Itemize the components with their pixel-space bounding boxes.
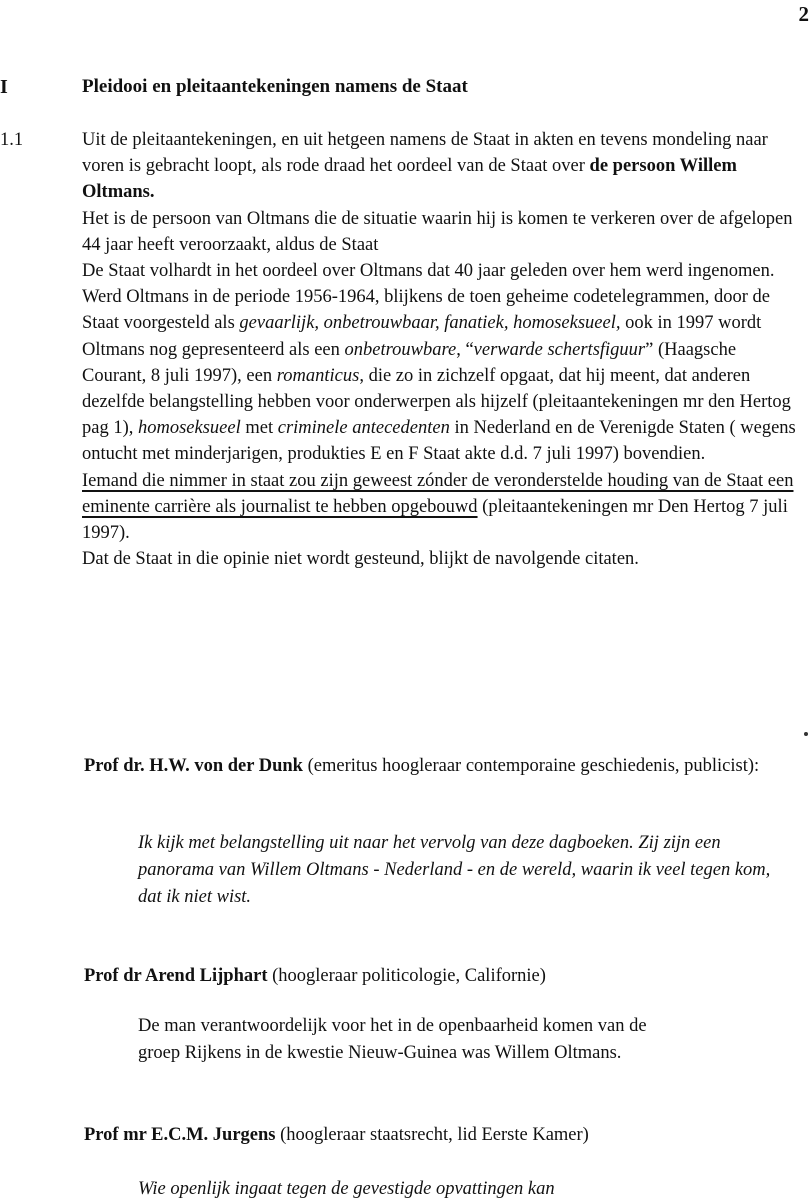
quote-speaker-2 — [84, 963, 804, 989]
body-para-3: De Staat volhardt in het oordeel over Oltmans dat 40 jaar geleden over hem werd ingenomen. — [82, 261, 775, 282]
body-para-6: Dat de Staat in die opinie niet wordt gesteund, blijkt de navolgende citaten. — [82, 549, 639, 570]
page-number: 2 — [798, 2, 809, 26]
text-run: ” (Haagsche Courant, 8 juli 1997), een — [82, 339, 737, 386]
italic-run: onbetrouwbare — [344, 339, 457, 360]
speaker-name: Prof dr Arend Lijphart — [84, 966, 268, 986]
bold-subject: de persoon Willem Oltmans. — [82, 156, 737, 203]
speaker-role: (hoogleraar staatsrecht, lid Eerste Kamer) — [275, 1125, 589, 1145]
paragraph-number: 1.1 — [0, 130, 24, 150]
italic-run: criminele antecedenten — [277, 418, 450, 439]
speaker-role: (emeritus hoogleraar contemporaine geschiedenis, publicist): — [302, 756, 760, 776]
scan-speck — [804, 732, 808, 736]
italic-run: gevaarlijk, onbetrouwbaar, fanatiek, homoseksueel, — [239, 313, 621, 334]
speaker-name: Prof mr E.C.M. Jurgens — [84, 1125, 276, 1145]
underlined-passage: Iemand die nimmer in staat zou zijn geweest zónder de veronderstelde houding van de Staat een eminente carrière als journalist te hebben opgebouwd — [82, 470, 794, 517]
quote-speaker-1 — [84, 753, 804, 779]
speaker-role: (hoogleraar politicologie, Californie) — [267, 966, 546, 986]
text-run: Uit de pleitaantekeningen, en uit hetgeen namens de Staat in akten en tevens mondeling naar voren is gebracht loopt, als rode draad het oordeel van de Staat over — [82, 130, 768, 177]
quote-speaker-3 — [84, 1122, 804, 1148]
italic-run: romanticus — [276, 365, 360, 386]
section-number: I — [0, 76, 8, 98]
quote-text-2: De man verantwoordelijk voor het in de openbaarheid komen van de groep Rijkens in de kwestie Nieuw-Guinea was Willem Oltmans. — [138, 1016, 647, 1063]
body-para-2: Het is de persoon van Oltmans die de situatie waarin hij is komen te verkeren over de afgelopen 44 jaar heeft veroorzaakt, aldus de Staat — [82, 208, 793, 255]
text-run: Werd Oltmans in de periode 1956-1964, blijkens de toen geheime codetelegrammen, door de Staat voorgesteld als — [82, 287, 770, 334]
text-run: in Nederland en de Verenigde Staten ( wegens ontucht met minderjarigen, produkties E en F Staat akte d.d. 7 juli 1997) bovendien. — [82, 418, 796, 465]
text-run: met — [240, 418, 278, 439]
body-para-4 — [82, 284, 804, 467]
text-run: ook in 1997 wordt Oltmans nog gepresenteerd als een — [82, 313, 762, 360]
speaker-name: Prof dr. H.W. von der Dunk — [84, 756, 303, 776]
italic-run: verwarde schertsfiguur — [473, 339, 646, 360]
body-para-1 — [82, 127, 804, 206]
text-run: (pleitaantekeningen mr Den Hertog 7 juli 1997). — [82, 496, 788, 544]
italic-run: homoseksueel — [138, 418, 241, 439]
body-para-5 — [82, 468, 804, 547]
quote-text-3: Wie openlijk ingaat tegen de gevestigde opvattingen kan — [138, 1179, 555, 1199]
paragraph-body — [82, 127, 804, 572]
quote-text-1: Ik kijk met belangstelling uit naar het vervolg van deze dagboeken. Zij zijn een panorama van Willem Oltmans - Nederland - en de wereld, waarin ik veel tegen kom, dat ik niet wist. — [138, 833, 771, 907]
section-title: Pleidooi en pleitaantekeningen namens de Staat — [82, 76, 468, 97]
text-run: , die zo in zichzelf opgaat, dat hij meent, dat anderen dezelfde belangstelling hebben voor onderwerpen als hijzelf (pleitaantekeningen mr den Hertog pag 1), — [82, 365, 791, 439]
text-run: , “ — [456, 339, 474, 360]
